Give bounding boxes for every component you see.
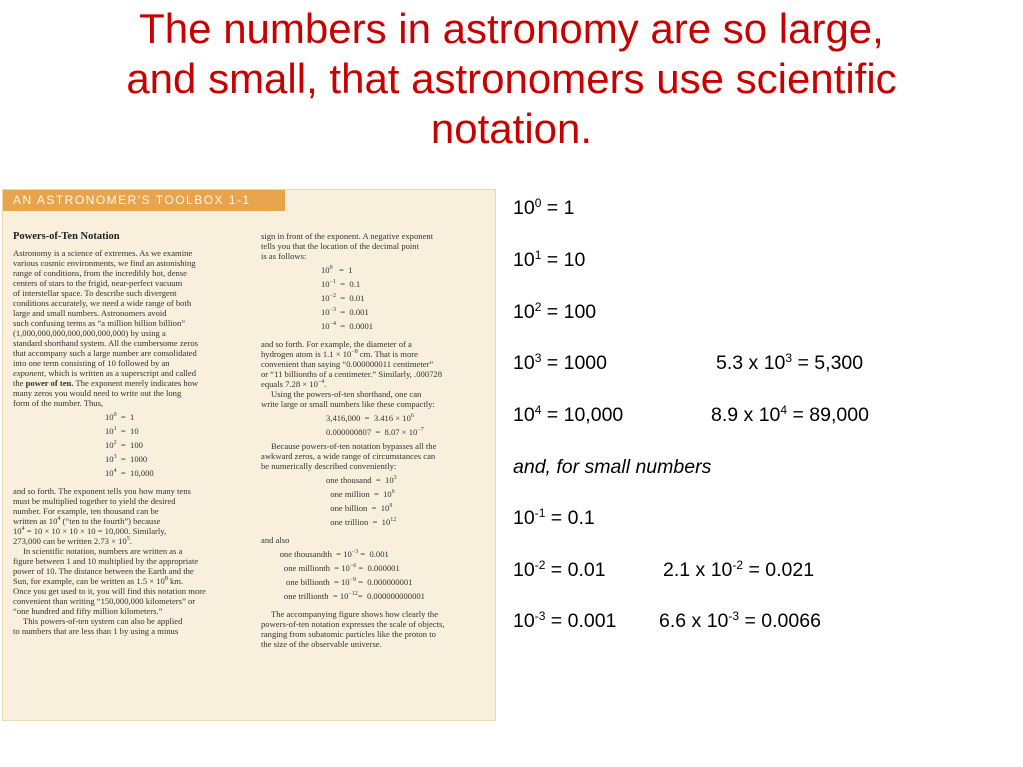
title-line: notation. — [430, 105, 593, 152]
toolbox-header: AN ASTRONOMER'S TOOLBOX 1-1 — [3, 190, 285, 211]
excerpt-right-column: sign in front of the exponent. A negative exponent tells you that the location of the decimal point is as follows: $10^0 = 1$ $10^{-1} = 0.1$ $10^{-2} = 0.01$ $10^{-3} = 0.001$ $10^{-4} = 0.0001$ and so forth. For example, the diameter of a hydrogen atom is $1.1 \times 10^{-8}$ cm. That is more convenient than saying “0.000000011 centimeter” or “11 billionths of a centimeter.” Similarly, .000728 equals $7.28 \times 10^{-4}$. Using the powers-of-ten shorthand, one can write large or small numbers like these compactly: $3,416,000 = 3.416 \times 10^6$ $0.000000807 = 8.07 \times 10^{-7}$ Because powers-of-ten notation bypasses all the awkward zeros, a wide range of circumstances can be numerically described conveniently: one thousand = $10^3$ one million = $10^6$ one billion = $10^9$ one trillion = $10^{12}$ and also one thousandth = $10^{-3} = 0.001$ one millionth = $10^{-6} = 0.000001$ one billionth = $10^{-9} = 0.000000001$ one trillionth = $10^{-12}= 0.000000000001$ The accompanying figure shows how clearly the powers-of-ten notation expresses the scale of objects, ranging from subatomic particles like the proton to the size of the observable universe. — [261, 231, 445, 649]
notation-row: $10^{-1} = 0.1$ — [513, 506, 595, 529]
slide-title — [10, 4, 1013, 154]
excerpt-left-column: Powers-of-Ten Notation Astronomy is a science of extremes. As we examine various cosmic environments, we find an astonishing range of conditions, from the incredibly hot, dense centers of stars to the frigid, near-perfect vacuum of interstellar space. To describe such divergent conditions accurately, we need a wide range of both large and small numbers. Astronomers avoid such confusing terms as “a million billion billion” (1,000,000,000,000,000,000,000) by using a standard shorthand system. All the cumbersome zeros that accompany such a large number are consolidated into one term consisting of 10 followed by an exponent, which is written as a superscript and called the power of ten. The exponent merely indicates how many zeros you would need to write out the long form of the number. Thus, $10^0 = 1$ $10^1 = 10$ $10^2 = 100$ $10^3 = 1000$ $10^4 = 10,000$ and so forth. The exponent tells you how many tens must be multiplied together to yield the desired number. For example, ten thousand can be written as $10^4$ (“ten to the fourth”) because $10^4 = 10 \times 10 \times 10 \times 10 = 10,000$. Similarly, 273,000 can be written $2.73 \times 10^5$. In scientific notation, numbers are written as a figure between 1 and 10 multiplied by the appropriate power of 10. The distance between the Earth and the Sun, for example, can be written as $1.5 \times 10^8$ km. Once you get used to it, you will find this notation more convenient than writing “150,000,000 kilometers” or “one hundred and fifty million kilometers.” This powers-of-ten system can also be applied to numbers that are less than 1 by using a minus — [13, 230, 249, 636]
toolbox-heading: Powers-of-Ten Notation — [13, 231, 120, 242]
notation-example: 5.3 x $10^3 = 5,300$ — [716, 351, 864, 374]
small-numbers-label: and, for small numbers — [513, 456, 712, 478]
notation-row: $10^0 = 1$ — [513, 196, 575, 219]
notation-example: 6.6 x $10^{-3} = 0.0066$ — [659, 609, 821, 632]
textbook-excerpt-image — [2, 189, 496, 721]
notation-example: 8.9 x $10^4 = 89,000$ — [711, 403, 869, 426]
notation-row: $10^{-2} = 0.01$ — [513, 558, 606, 581]
notation-row: $10^2 = 100$ — [513, 300, 597, 323]
notation-example: 2.1 x $10^{-2} = 0.021$ — [663, 558, 815, 581]
title-line: and small, that astronomers use scientific — [126, 55, 897, 102]
notation-row: $10^{-3} = 0.001$ — [513, 609, 617, 632]
title-line: The numbers in astronomy are so large, — [139, 5, 884, 52]
notation-row: $10^4 = 10,000$ — [513, 403, 624, 426]
notation-row: $10^3 = 1000$ — [513, 351, 607, 374]
notation-row: $10^1 = 10$ — [513, 248, 586, 271]
